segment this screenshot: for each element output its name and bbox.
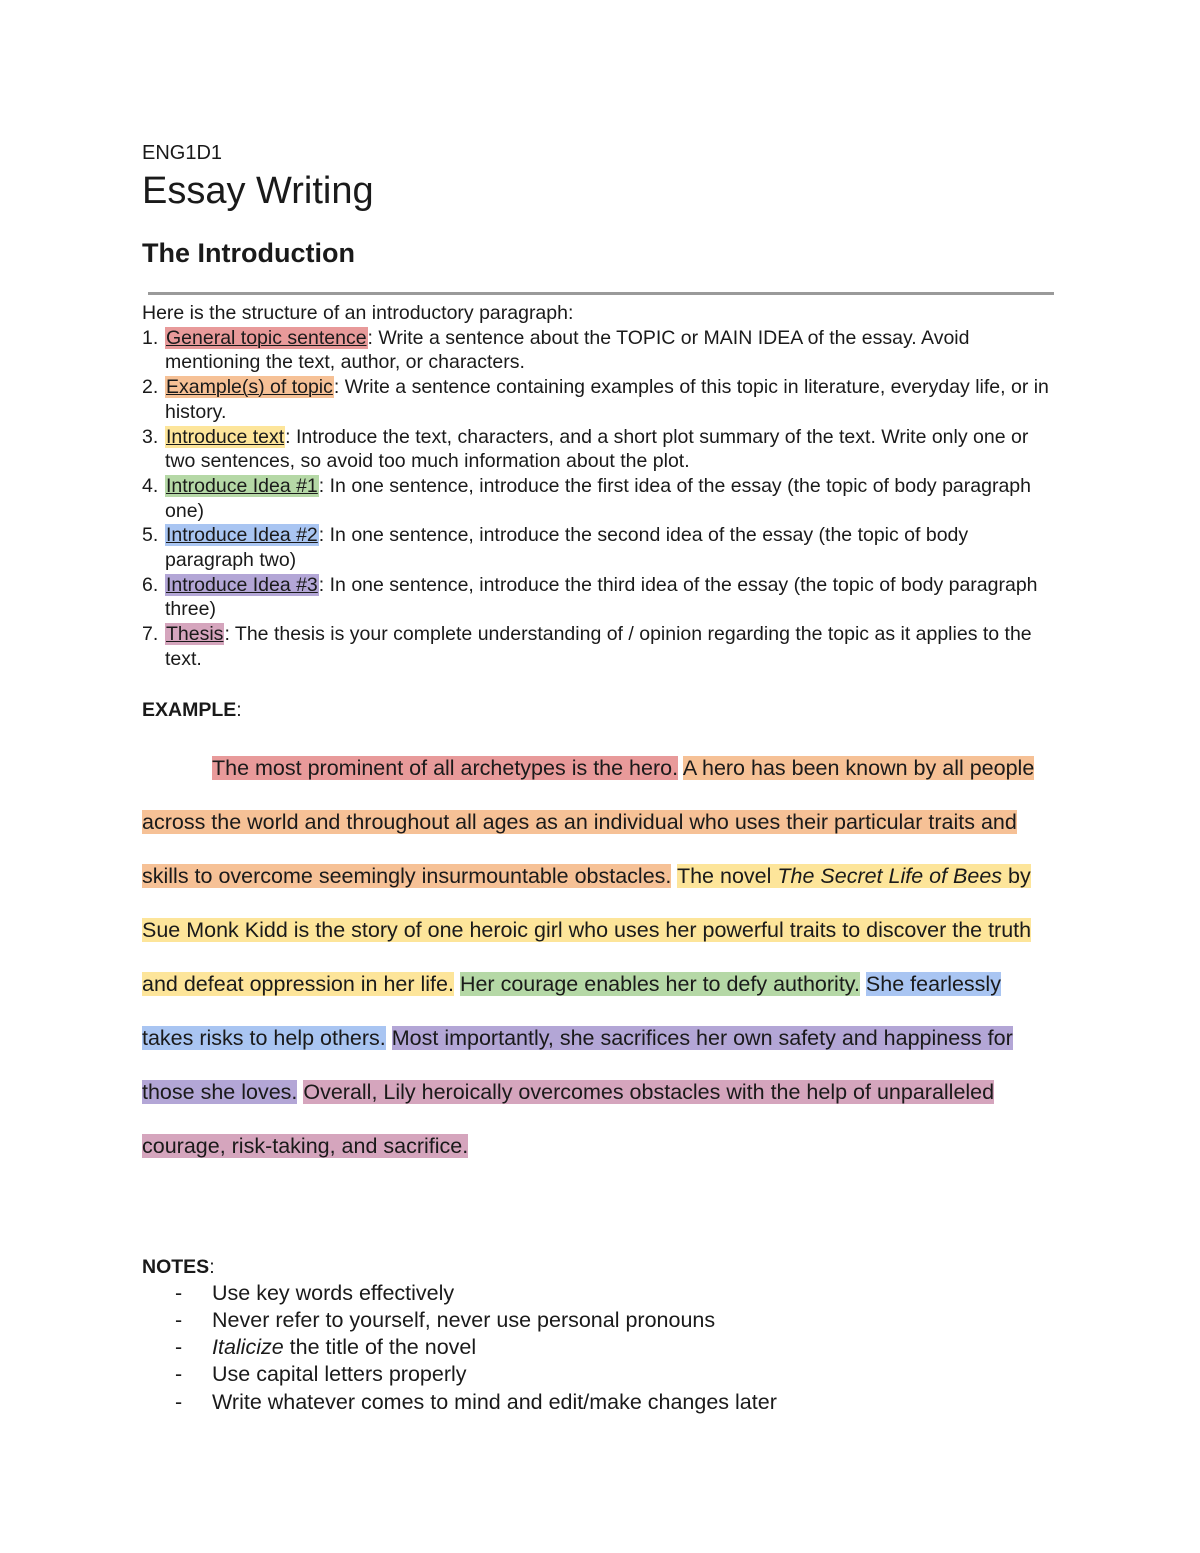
bullet-dash: - [175, 1307, 183, 1332]
step-description: : Write a sentence about the TOPIC or MAIN IDEA of the essay. Avoid mentioning the text, author, or characters. [165, 326, 970, 374]
item-number: 7. [142, 623, 159, 646]
example-topic-sentence: The most prominent of all archetypes is the hero. [212, 755, 679, 780]
step-description: : The thesis is your complete understanding of / opinion regarding the topic as it applies to the text. [165, 623, 1032, 670]
structure-list [142, 326, 1058, 672]
example-heading [142, 698, 1058, 722]
note-text: Use key words effectively [212, 1280, 455, 1305]
step-description: : In one sentence, introduce the second idea of the essay (the topic of body paragraph two) [165, 524, 969, 572]
section-heading: The Introduction [142, 238, 355, 268]
notes-list [142, 1280, 1058, 1416]
list-item [142, 573, 1058, 622]
example-thesis-sentence: Overall, Lily heroically overcomes obstacles with the help of unparalleled courage, risk-taking, and sacrifice. [142, 1079, 995, 1158]
document-title: Essay Writing [142, 170, 374, 212]
note-text: Use capital letters properly [212, 1362, 467, 1387]
example-idea-2-sentence: She fearlessly takes risks to help others. [142, 971, 1001, 1050]
example-idea-3-sentence: Most importantly, she sacrifices her own safety and happiness for those she loves. [142, 1025, 1013, 1104]
step-label-thesis: Thesis [166, 623, 224, 646]
bullet-dash: - [175, 1335, 183, 1360]
item-number: 1. [142, 326, 159, 349]
step-label-idea-3: Introduce Idea #3 [166, 573, 318, 596]
example-text-intro-a: The novel [676, 863, 778, 888]
step-description: : Write a sentence containing examples of this topic in literature, everyday life, or in history. [165, 376, 1049, 423]
example-text-intro-b: by Sue Monk Kidd is the story of one heroic girl who uses her powerful traits to discover the truth and defeat oppression in her life. [142, 863, 1032, 996]
example-label: EXAMPLE [142, 698, 237, 721]
item-number: 3. [142, 425, 159, 448]
list-item [142, 326, 1058, 375]
list-item [142, 1389, 1058, 1416]
step-description: : Introduce the text, characters, and a short plot summary of the text. Write only one or two sentences, so avoid too much information about the plot. [165, 425, 1029, 473]
structure-intro: Here is the structure of an introductory paragraph: [142, 302, 574, 324]
step-description: : In one sentence, introduce the first idea of the essay (the topic of body paragraph one) [165, 474, 1031, 522]
example-idea-1-sentence: Her courage enables her to defy authority. [459, 971, 860, 996]
list-item [142, 523, 1058, 572]
item-number: 5. [142, 524, 159, 547]
notes-heading [142, 1255, 1058, 1279]
item-number: 4. [142, 474, 159, 497]
list-item [142, 1361, 1058, 1388]
novel-title: The Secret Life of Bees [777, 863, 1003, 888]
list-item [142, 1280, 1058, 1307]
course-code: ENG1D1 [142, 142, 223, 164]
bullet-dash: - [175, 1362, 183, 1387]
step-label-introduce-text: Introduce text [166, 425, 285, 448]
item-number: 2. [142, 376, 159, 399]
list-item [142, 474, 1058, 523]
item-number: 6. [142, 573, 159, 596]
document-page [142, 140, 1058, 1416]
step-label-examples: Example(s) of topic [166, 376, 333, 399]
note-text: Never refer to yourself, never use personal pronouns [212, 1307, 716, 1332]
bullet-dash: - [175, 1280, 183, 1305]
step-label-idea-1: Introduce Idea #1 [166, 474, 318, 497]
list-item [142, 622, 1058, 671]
bullet-dash: - [175, 1389, 183, 1414]
note-text: the title of the novel [283, 1335, 477, 1360]
example-colon: : [236, 698, 242, 721]
note-text: Write whatever comes to mind and edit/make changes later [212, 1389, 777, 1414]
example-paragraph [142, 741, 1058, 1173]
step-label-idea-2: Introduce Idea #2 [166, 524, 318, 547]
notes-colon: : [209, 1255, 215, 1278]
notes-label: NOTES [142, 1255, 210, 1278]
list-item [142, 425, 1058, 474]
list-item [142, 1334, 1058, 1361]
example-examples-sentence: A hero has been known by all people across the world and throughout all ages as an individual who uses their particular traits and skills to overcome seemingly insurmountable obstacles. [142, 755, 1035, 888]
horizontal-divider [148, 292, 1054, 295]
step-description: : In one sentence, introduce the third idea of the essay (the topic of body paragraph three) [165, 573, 1038, 621]
note-italic-word: Italicize [212, 1335, 284, 1360]
list-item [142, 375, 1058, 424]
list-item [142, 1307, 1058, 1334]
step-label-general-topic: General topic sentence [166, 326, 367, 349]
